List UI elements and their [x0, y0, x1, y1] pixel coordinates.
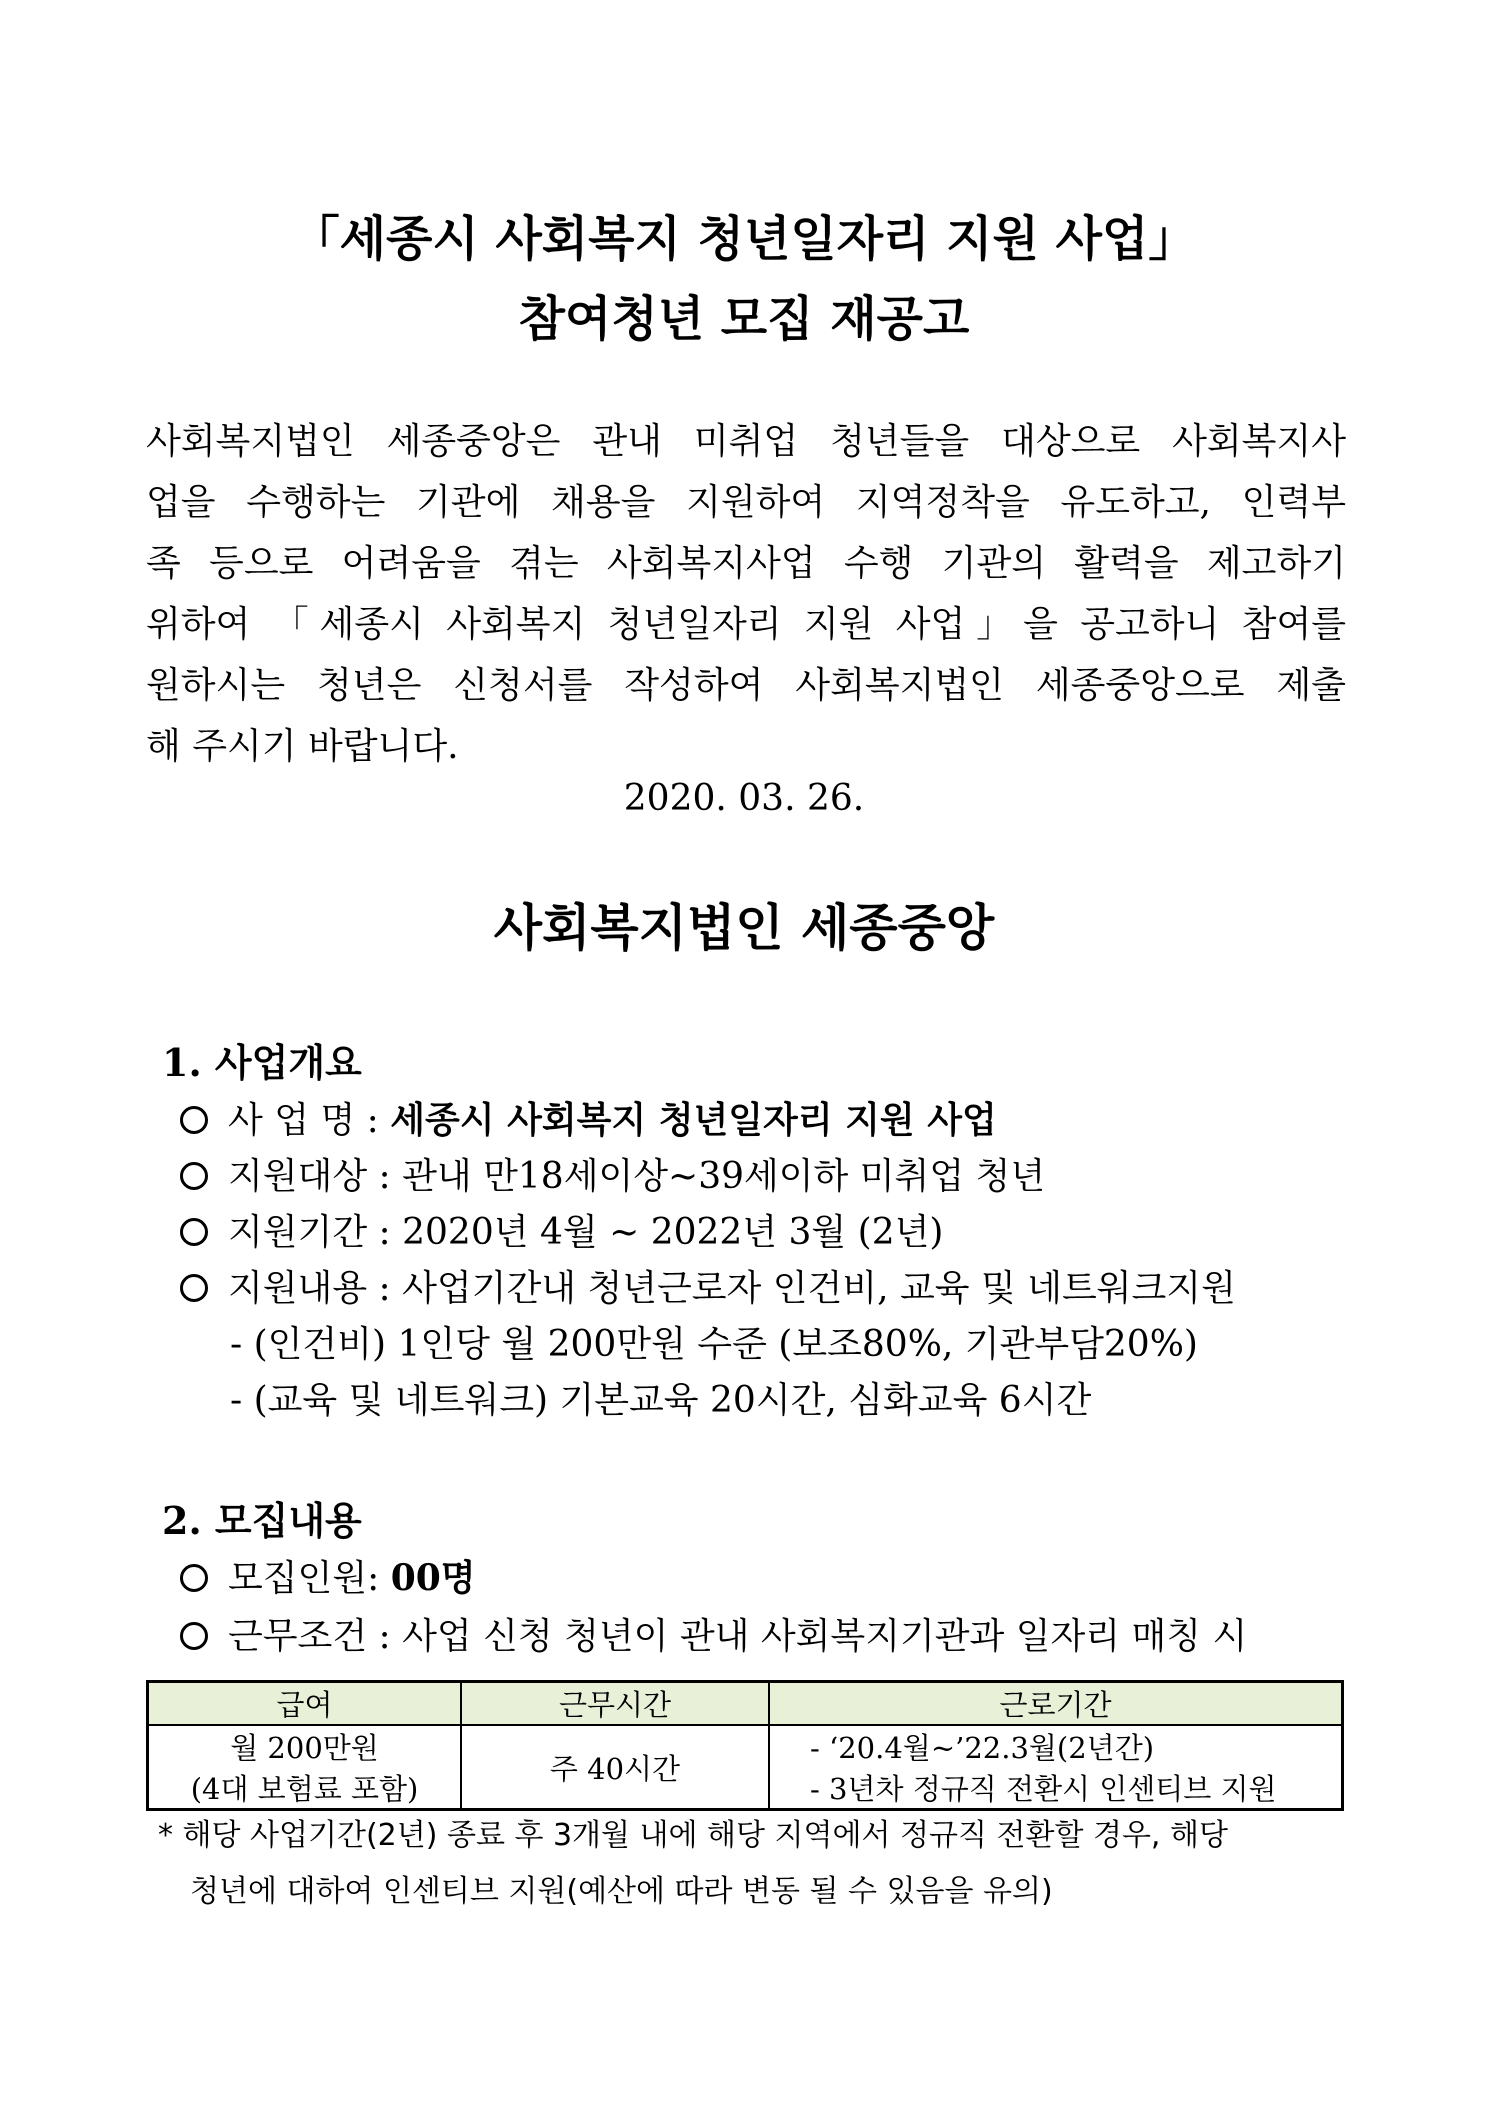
- title-line-2: 참여청년 모집 재공고: [518, 291, 970, 347]
- period-line-1: - ‘20.4월~’22.3월(2년간): [810, 1731, 1155, 1765]
- intro-line-5: 원하시는 청년은 신청서를 작성하여 사회복지법인 세종중앙으로 제출: [146, 665, 1346, 706]
- section-1-item: [180, 1260, 1236, 1311]
- work-conditions-table: [146, 1680, 1344, 1811]
- item-value: 00명: [390, 1557, 476, 1599]
- section-2-item: [180, 1550, 476, 1601]
- table-header-row: [148, 1682, 1343, 1726]
- section-1-item: [180, 1148, 1045, 1199]
- column-header: 근로기간: [769, 1682, 1343, 1726]
- period-cell: [769, 1725, 1343, 1810]
- column-header: 급여: [148, 1682, 462, 1726]
- item-label: 지원내용 :: [228, 1268, 403, 1309]
- circle-bullet-icon: [180, 1564, 208, 1592]
- circle-bullet-icon: [180, 1274, 208, 1302]
- footnote-line-2: 청년에 대하여 인센티브 지원(예산에 따라 변동 될 수 있음을 유의): [190, 1874, 1053, 1909]
- notice-date: 2020. 03. 26.: [623, 778, 865, 819]
- intro-line-2: 업을 수행하는 기관에 채용을 지원하여 지역정착을 유도하고, 인력부: [146, 482, 1346, 523]
- item-value: 관내 만18세이상~39세이하 미취업 청년: [402, 1156, 1046, 1197]
- circle-bullet-icon: [180, 1218, 208, 1246]
- item-value: 사업 신청 청년이 관내 사회복지기관과 일자리 매칭 시: [402, 1616, 1248, 1657]
- item-label: 근무조건 :: [228, 1616, 403, 1657]
- period-line-2: - 3년차 정규직 전환시 인센티브 지원: [810, 1772, 1277, 1806]
- section-2-heading: 2. 모집내용: [162, 1498, 362, 1543]
- section-1-subitem: - (인건비) 1인당 월 200만원 수준 (보조80%, 기관부담20%): [230, 1324, 1198, 1365]
- section-1-subitem: - (교육 및 네트워크) 기본교육 20시간, 심화교육 6시간: [230, 1380, 1092, 1421]
- footnote-line-1: * 해당 사업기간(2년) 종료 후 3개월 내에 해당 지역에서 정규직 전환할 경우, 해당: [158, 1818, 1228, 1853]
- pay-cell: [148, 1725, 462, 1810]
- item-value: 사업기간내 청년근로자 인건비, 교육 및 네트워크지원: [402, 1268, 1236, 1309]
- pay-line-2: (4대 보험료 포함): [190, 1772, 419, 1806]
- item-value: 2020년 4월 ~ 2022년 3월 (2년): [402, 1212, 944, 1253]
- title-line-1: 「세종시 사회복지 청년일자리 지원 사업」: [291, 211, 1197, 267]
- intro-line-4: 위하여 「세종시 사회복지 청년일자리 지원 사업」을 공고하니 참여를: [146, 604, 1346, 645]
- item-value: 세종시 사회복지 청년일자리 지원 사업: [390, 1099, 997, 1141]
- item-label: 모집인원:: [228, 1558, 391, 1599]
- table-row: [148, 1725, 1343, 1810]
- circle-bullet-icon: [180, 1622, 208, 1650]
- intro-line-1: 사회복지법인 세종중앙은 관내 미취업 청년들을 대상으로 사회복지사: [146, 421, 1346, 462]
- item-label: 지원대상 :: [228, 1156, 403, 1197]
- hours-cell: 주 40시간: [461, 1725, 769, 1810]
- column-header: 근무시간: [461, 1682, 769, 1726]
- section-1-heading: 1. 사업개요: [162, 1040, 362, 1085]
- intro-line-6: 해 주시기 바랍니다.: [146, 726, 459, 767]
- section-1-item: [180, 1092, 997, 1143]
- circle-bullet-icon: [180, 1106, 208, 1134]
- section-2-item: [180, 1608, 1247, 1659]
- item-label: 지원기간 :: [228, 1212, 403, 1253]
- organization-name: 사회복지법인 세종중앙: [493, 898, 995, 957]
- section-1-item: [180, 1204, 943, 1255]
- intro-line-3: 족 등으로 어려움을 겪는 사회복지사업 수행 기관의 활력을 제고하기: [146, 543, 1346, 584]
- circle-bullet-icon: [180, 1162, 208, 1190]
- item-label: 사 업 명 :: [228, 1100, 391, 1141]
- pay-line-1: 월 200만원: [230, 1731, 379, 1765]
